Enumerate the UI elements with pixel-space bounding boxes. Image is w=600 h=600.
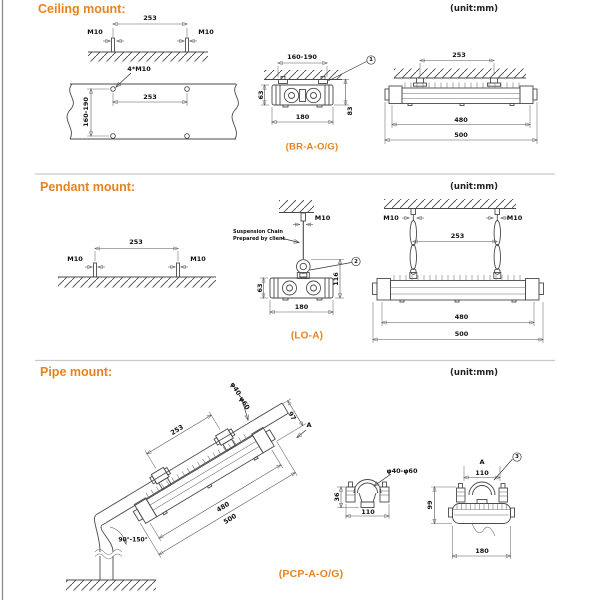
pipe-endview-h99-dim: 99 bbox=[425, 500, 434, 510]
endview-h83-dim: 83 bbox=[345, 106, 354, 116]
endview-h63-dim: 63 bbox=[256, 90, 265, 100]
pendant-unit-label: (unit:mm) bbox=[450, 182, 498, 192]
pipe-callout-3: 3 bbox=[515, 454, 519, 460]
ceiling-callout-1: 1 bbox=[369, 57, 373, 63]
sideview-w500-dim: 500 bbox=[454, 131, 468, 139]
pipe-model-label: (PCP-A-O/G) bbox=[278, 568, 344, 580]
ceiling-anchor-bolts-drawing bbox=[88, 24, 208, 62]
pendant-side-w500-dim: 500 bbox=[454, 330, 469, 338]
ceiling-anchor-m10-left: M10 bbox=[87, 28, 103, 36]
pipe-section-title: Pipe mount: bbox=[40, 365, 113, 379]
pendant-endview-m10: M10 bbox=[314, 213, 331, 222]
ceiling-mounting-plate-drawing bbox=[67, 73, 238, 139]
pendant-anchor-spacing-dim: 253 bbox=[129, 238, 143, 246]
pendant-side-w480-dim: 480 bbox=[454, 313, 469, 321]
plate-range-dim: 160-190 bbox=[81, 97, 90, 127]
pipe-endview-w110-dim: 110 bbox=[475, 468, 489, 477]
ceiling-anchor-m10-right: M10 bbox=[198, 28, 214, 36]
ceiling-model-label: (BR-A-O/G) bbox=[285, 141, 339, 153]
sideview-spacing-dim: 253 bbox=[452, 50, 466, 59]
pendant-side-spacing-dim: 253 bbox=[450, 231, 465, 240]
ceiling-section-title: Ceiling mount: bbox=[38, 2, 126, 16]
clamp-h36-dim: 36 bbox=[332, 492, 341, 502]
clamp-w110-dim: 110 bbox=[361, 507, 375, 516]
chain-note-line1: Suspension Chain bbox=[233, 229, 283, 235]
pendant-anchor-m10-left: M10 bbox=[67, 255, 83, 263]
pendant-h116-dim: 116 bbox=[331, 271, 340, 286]
pipe-len97-dim: 97 bbox=[286, 410, 298, 422]
pendant-section-title: Pendant mount: bbox=[40, 180, 136, 194]
endview-range-dim: 160-190 bbox=[287, 52, 317, 61]
pipe-diameter-label-main: φ40-φ60 bbox=[228, 380, 252, 412]
pendant-w180-dim: 180 bbox=[294, 303, 309, 311]
pendant-model-label: (LO-A) bbox=[290, 330, 324, 342]
endview-a-label: A bbox=[479, 457, 485, 466]
pipe-endview-w180-dim: 180 bbox=[475, 547, 489, 555]
ceiling-end-view-drawing bbox=[261, 56, 375, 125]
endview-w180-dim: 180 bbox=[295, 113, 310, 121]
plate-thread-label: 4*M10 bbox=[127, 65, 151, 73]
pendant-anchor-m10-right: M10 bbox=[190, 255, 206, 263]
pipe-diameter-label-detail: φ40-φ60 bbox=[386, 466, 418, 475]
plate-hole-spacing-dim: 253 bbox=[143, 92, 157, 101]
pipe-w480-dim: 480 bbox=[215, 500, 231, 514]
pipe-unit-label: (unit:mm) bbox=[450, 368, 498, 378]
pendant-end-view-drawing bbox=[260, 200, 360, 315]
ceiling-anchor-spacing-dim: 253 bbox=[143, 14, 157, 22]
sideview-w480-dim: 480 bbox=[454, 115, 468, 124]
pipe-clamp-spacing-dim: 253 bbox=[168, 423, 185, 437]
pipe-main-drawing bbox=[66, 372, 327, 590]
chain-note-line2: Prepared by client bbox=[233, 235, 285, 242]
pendant-callout-2: 2 bbox=[354, 258, 358, 265]
pendant-side-m10-right: M10 bbox=[506, 214, 523, 222]
pendant-side-m10-left: M10 bbox=[383, 214, 399, 222]
ceiling-unit-label: (unit:mm) bbox=[450, 4, 498, 14]
pipe-view-a-arrow-label: A bbox=[306, 420, 312, 429]
pipe-w500-dim: 500 bbox=[222, 512, 238, 526]
pipe-angle-range-label: 90°-150° bbox=[118, 536, 148, 544]
pendant-h63-dim: 63 bbox=[255, 283, 264, 293]
